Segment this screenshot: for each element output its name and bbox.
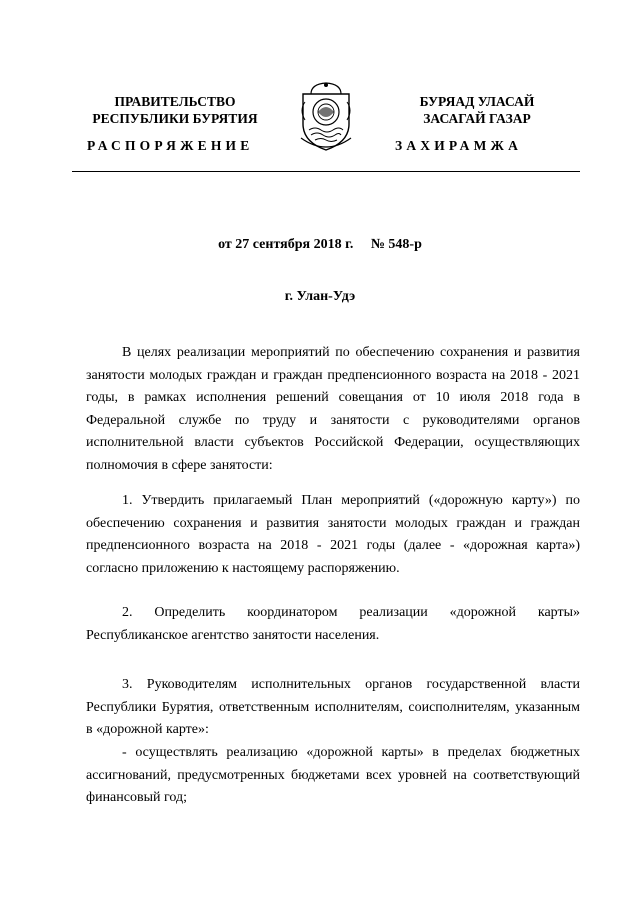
document-city: г. Улан-Удэ (284, 289, 356, 304)
coat-of-arms-icon (297, 80, 355, 152)
preamble-paragraph: В целях реализации мероприятий по обеспечению сохранения и развития занятости молодых граждан и граждан предпенсионного возраста на 2018 - 2021 годы, в рамках исполнения решений совещания от 10 июля 2018 года в Федеральной службе по труду и занятости с руководителями органов исполнительной власти субъектов Российской Федерации, осуществляющих полномочия в сфере занятости: (86, 345, 580, 473)
item-3-paragraph: 3. Руководителям исполнительных органов государственной власти Республики Бурятия, ответственным исполнителям, соисполнителям, указанным в «дорожной карте»: (86, 677, 580, 737)
document-number: № 548-р (370, 237, 422, 252)
header-divider (72, 171, 580, 172)
item-1-paragraph: 1. Утвердить прилагаемый План мероприятий («дорожную карту») по обеспечению сохранения и развития занятости молодых граждан и граждан предпенсионного возраста на 2018 - 2021 годы (далее - «дорожная карта») согласно приложению к настоящему распоряжению. (86, 493, 580, 576)
document-date-number (0, 237, 640, 253)
item-3-sub-1-paragraph: - осуществлять реализацию «дорожной карты» в пределах бюджетных ассигнований, предусмотренных бюджетами всех уровней на соответствующий финансовый год; (86, 745, 580, 805)
government-name-bua (380, 93, 574, 127)
doc-type-bua: ЗАХИРАМЖА (395, 138, 523, 153)
doc-type-ru: РАСПОРЯЖЕНИЕ (87, 138, 254, 153)
government-name-ru (78, 93, 272, 127)
document-date: от 27 сентября 2018 г. (218, 237, 354, 252)
government-name-ru-line2: РЕСПУБЛИКИ БУРЯТИЯ (92, 111, 258, 126)
item-2-paragraph: 2. Определить координатором реализации «дорожной карты» Республиканское агентство занятости населения. (86, 605, 580, 643)
government-name-ru-line1: ПРАВИТЕЛЬСТВО (114, 94, 236, 109)
government-name-bua-line1: БУРЯАД УЛАСАЙ (419, 94, 535, 109)
government-name-bua-line2: ЗАСАГАЙ ГАЗАР (423, 111, 531, 126)
